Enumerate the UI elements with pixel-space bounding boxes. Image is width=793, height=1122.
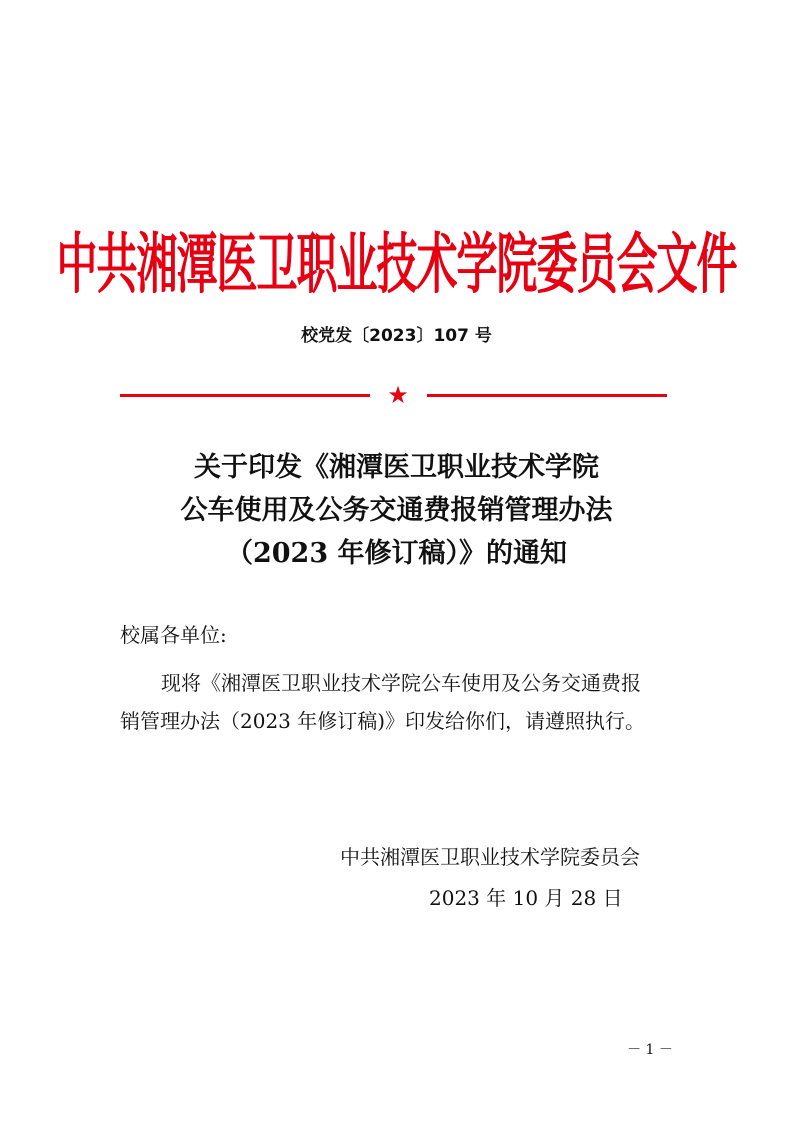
salutation: 校属各单位: (120, 623, 227, 647)
title-line-1: 关于印发《湘潭医卫职业技术学院 (194, 452, 599, 483)
signature-organization: 中共湘潭医卫职业技术学院委员会 (340, 845, 640, 869)
document-number: 校党发〔2023〕107 号 (301, 326, 492, 346)
body-line-1: 现将《湘潭医卫职业技术学院公车使用及公务交通费报 (161, 671, 641, 695)
title-line-3: （2023 年修订稿）》的通知 (225, 538, 568, 569)
star-icon: ★ (387, 381, 409, 409)
notice-title (0, 446, 793, 575)
body-paragraph (120, 664, 680, 740)
divider-line-right (427, 394, 667, 397)
signature-date: 2023 年 10 月 28 日 (429, 886, 623, 910)
red-masthead: 中共湘潭医卫职业技术学院委员会文件 (56, 225, 737, 303)
body-line-2: 销管理办法（2023 年修订稿)》印发给你们，请遵照执行。 (120, 709, 646, 733)
divider-line-left (120, 394, 370, 397)
page-number: － 1 － (627, 1042, 673, 1058)
title-line-2: 公车使用及公务交通费报销管理办法 (180, 495, 613, 526)
